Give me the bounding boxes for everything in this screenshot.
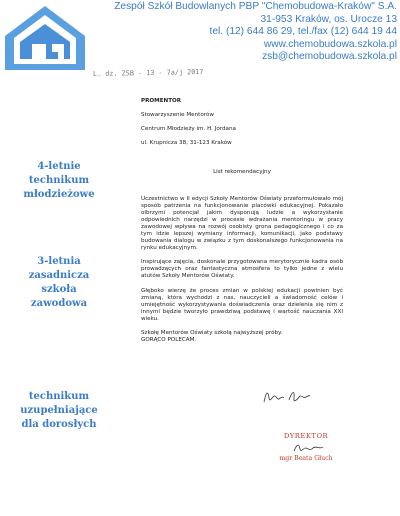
letter-body — [141, 196, 343, 344]
program-line: szkoła — [41, 284, 77, 295]
paragraph: Głęboko wierzę że proces zmian w polskiej edukacji powinien być zmianą, która wychodzi z nas, nauczycieli a świadomość celów i umiejętność wykorzystywania doświadczenia oraz dzielenia się nim z innymi będzie tworzyło prawdziwą podstawę i wartość nauczania XXI wieku. — [141, 287, 343, 322]
director-name: mgr Beata Głuch — [279, 455, 333, 462]
program-line: młodzieżowe — [23, 189, 95, 200]
school-email[interactable]: zsb@chemobudowa.szkola.pl — [262, 51, 397, 63]
director-signature — [292, 442, 326, 454]
paragraph: Inspirujące zajęcia, doskonale przygotowana merytorycznie kadra osób prowadzących oraz fantastyczna atmosfera to tylko jedne z wielu atutów Szkoły Mentorów Oświaty. — [141, 259, 343, 280]
recipient-center: Centrum Młodzieży im. H. Jordana — [141, 126, 236, 132]
program-line: dla dorosłych — [21, 419, 97, 430]
recipient-label: PROMENTOR — [141, 98, 182, 104]
closing-line: Szkołę Mentorów Oświaty szkołą najwyższej próby. — [141, 329, 283, 336]
handwritten-reference: L. dz. ZSB - 13 - 7a/j 2017 — [92, 68, 204, 78]
program-line: zawodowa — [30, 298, 88, 309]
school-name: Zespół Szkół Budowlanych PBP "Chemobudowa-Kraków" S.A. — [114, 1, 397, 12]
recipient-street: ul. Krupnicza 38, 31-123 Kraków — [141, 140, 232, 146]
program-uzupelniajace — [0, 390, 118, 432]
school-phone: tel. (12) 644 86 29, tel./fax (12) 644 19 44 — [209, 26, 397, 38]
recipient-block — [141, 98, 236, 147]
program-line: zasadnicza — [28, 270, 90, 281]
school-logo — [2, 2, 88, 72]
program-line: uzupełniające — [20, 405, 98, 416]
program-line: 4-letnie — [37, 161, 81, 172]
paragraph: Uczestnictwo w II edycji Szkoły Mentorów Oświaty przeformułowało mój sposób patrzenia na funkcjonowanie placówki edukacyjnej. Pokazało olbrzymi potencjał jakim dysponują ludzie a wykorzystanie odpowiednich narzędzi w procesie wdrażania mentoringu w pracy zawodowej wpływa na rozwój osobisty grona pedagogicznego i co za tym idzie lepszej wymiany informacji, komunikacji, jako podstawy budowania dialogu w związku z tym doskonalszego funkcjonowania na rynku edukacyjnym. — [141, 196, 343, 252]
school-website[interactable]: www.chemobudowa.szkola.pl — [263, 38, 397, 50]
program-line: 3-letnia — [37, 256, 81, 267]
signature — [262, 388, 312, 406]
recipient-org: Stowarzyszenie Mentorów — [141, 112, 214, 118]
closing-line: GORĄCO POLECAM. — [141, 336, 197, 343]
school-address: 31-953 Kraków, os. Urocze 13 — [260, 13, 397, 25]
program-technikum — [0, 160, 118, 202]
letterhead — [92, 1, 397, 64]
letter-title: List rekomendacyjny — [213, 169, 271, 175]
program-zawodowa — [0, 255, 118, 311]
director-title: DYREKTOR — [283, 432, 329, 440]
program-line: technikum — [28, 175, 90, 186]
program-line: technikum — [28, 391, 90, 402]
